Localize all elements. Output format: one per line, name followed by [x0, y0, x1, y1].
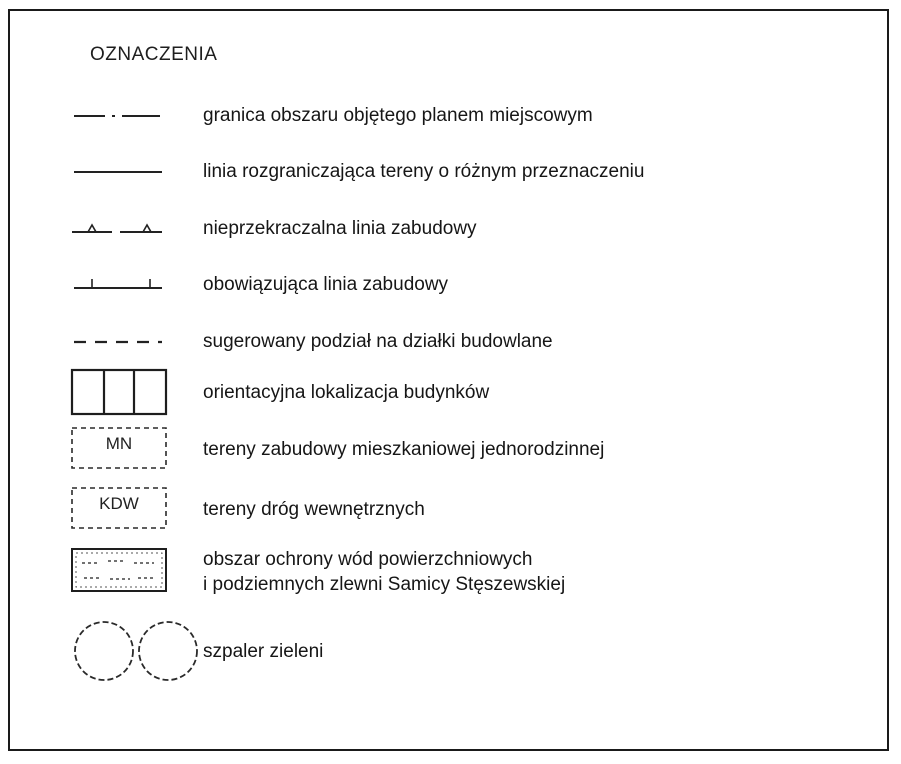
- legend-panel: [8, 9, 889, 751]
- legend-item-label: obszar ochrony wód powierzchniowych i podziemnych zlewni Samicy Stęszewskiej: [203, 549, 566, 595]
- zone-code-label: KDW: [99, 494, 139, 513]
- legend-item-building-location: [10, 367, 891, 419]
- legend-item-label: orientacyjna lokalizacja budynków: [203, 382, 490, 403]
- legend-item-label: granica obszaru objętego planem miejscowym: [203, 105, 593, 126]
- triangle-dashed-line-icon: [50, 214, 210, 244]
- legend-item-mandatory-building-line: [10, 270, 891, 300]
- zone-code-label: MN: [105, 434, 133, 453]
- legend-item-label: tereny zabudowy mieszkaniowej jednorodzinnej: [203, 439, 605, 460]
- legend-title: OZNACZENIA: [90, 44, 218, 65]
- building-outline-icon: [50, 367, 210, 419]
- dotted-circles-icon: [50, 617, 210, 687]
- legend-item-label: nieprzekraczalna linia zabudowy: [203, 218, 477, 239]
- legend-item-label: sugerowany podział na działki budowlane: [203, 331, 553, 352]
- legend-item-label: tereny dróg wewnętrznych: [203, 499, 425, 520]
- solid-line-icon: [50, 157, 210, 187]
- legend-item-plan-boundary: [10, 101, 891, 131]
- legend-item-label: obowiązująca linia zabudowy: [203, 274, 449, 295]
- legend-item-water-protection-area: [10, 545, 891, 601]
- dashed-line-icon: [50, 327, 210, 357]
- legend-item-tree-row: [10, 617, 891, 687]
- legend-item-nonexceedable-building-line: [10, 214, 891, 244]
- legend-item-suggested-plot-division: [10, 327, 891, 357]
- hatched-protection-area-icon: [50, 545, 210, 601]
- dotted-box-icon: [50, 485, 210, 531]
- dash-dot-boundary-line-icon: [50, 101, 210, 131]
- legend-item-kdw-zone: [10, 485, 891, 531]
- dotted-box-icon: [50, 425, 210, 471]
- legend-item-mn-zone: [10, 425, 891, 471]
- tick-solid-line-icon: [50, 270, 210, 300]
- legend-item-label: szpaler zieleni: [203, 641, 324, 662]
- legend-item-label: linia rozgraniczająca tereny o różnym przeznaczeniu: [203, 161, 645, 182]
- legend-item-area-divider: [10, 157, 891, 187]
